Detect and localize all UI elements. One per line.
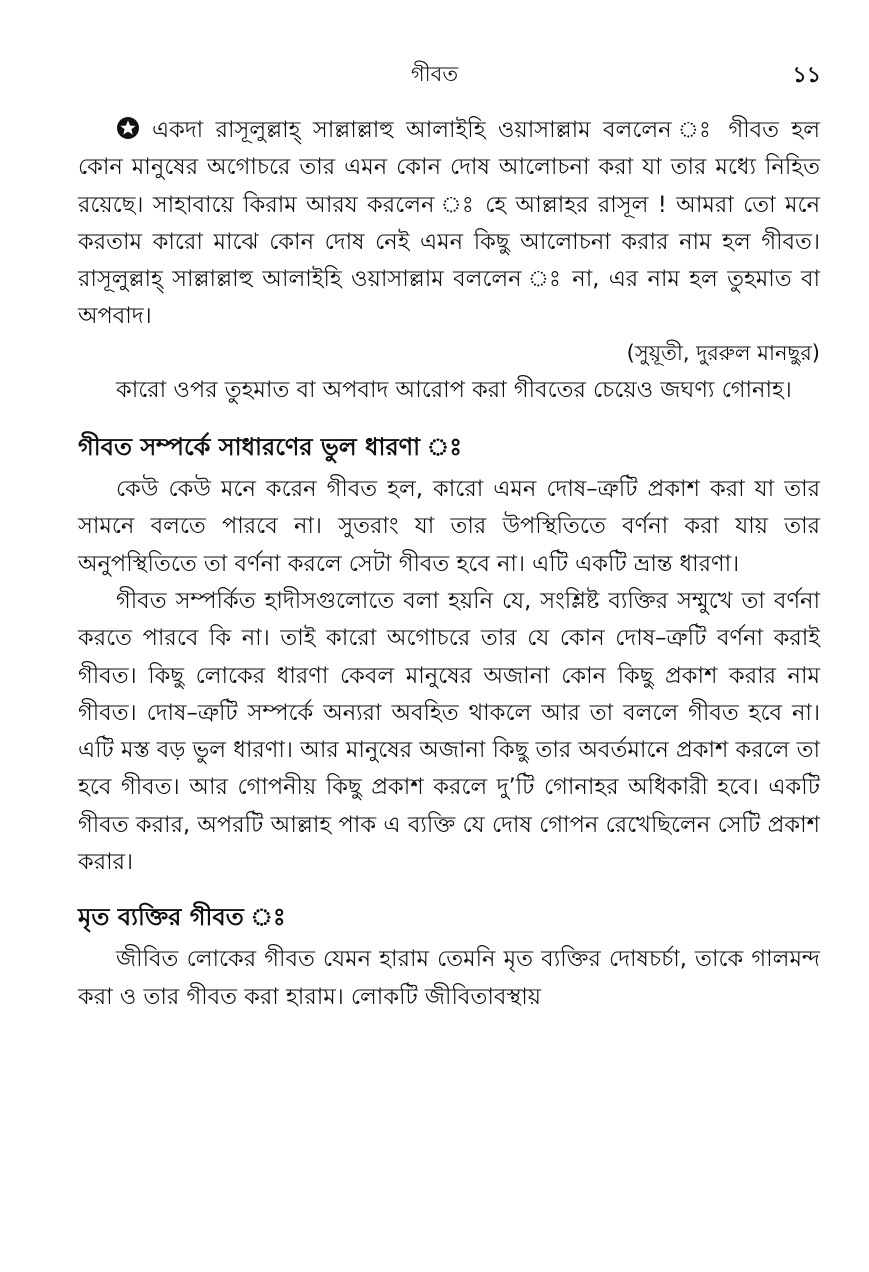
running-title: গীবত: [410, 62, 459, 86]
section-heading-misconception: গীবত সম্পর্কে সাধারণের ভুল ধারণা ঃ: [78, 433, 463, 462]
paragraph-misconception-1: কেউ কেউ মনে করেন গীবত হল, কারো এমন দোষ–ত্রুটি প্রকাশ করা যা তার সামনে বলতে পারবে না। সুতরাং যা তার উপস্থিতিতে বর্ণনা করা যায় তার অনুপস্থিতিতে তা বর্ণনা করলে সেটা গীবত হবে না। এটি একটি ভ্রান্ত ধারণা।: [78, 476, 820, 577]
citation: (সুয়ূতী, দুররুল মানছুর): [626, 340, 820, 365]
paragraph-hadith-text: একদা রাসূলুল্লাহ্‌ সাল্লাল্লাহু আলাইহি ওয়াসাল্লাম বললেন ঃ গীবত হল কোন মানুষের অগোচরে তার এমন কোন দোষ আলোচনা করা যা তার মধ্যে নিহিত রয়েছে। সাহাবায়ে কিরাম আরয করলেন ঃ হে আল্লাহর রাসূল ! আমরা তো মনে করতাম কারো মাঝে কোন দোষ নেই এমন কিছু আলোচনা করার নাম হল গীবত। রাসূলুল্লাহ্‌ সাল্লাল্লাহু আলাইহি ওয়াসাল্লাম বললেন ঃ না, এর নাম হল তুহমাত বা অপবাদ।: [78, 117, 820, 330]
paragraph-hadith: [78, 112, 820, 336]
page-header: [0, 58, 869, 92]
page-body: [78, 112, 820, 1016]
star-in-circle-icon: [116, 116, 140, 140]
section-heading-dead-person: মৃত ব্যক্তির গীবত ঃ: [78, 903, 286, 932]
paragraph-misconception-2: গীবত সম্পর্কিত হাদীসগুলোতে বলা হয়নি যে, সংশ্লিষ্ট ব্যক্তির সম্মুখে তা বর্ণনা করতে পারবে কি না। তাই কারো অগোচরে তার যে কোন দোষ–ত্রুটি বর্ণনা করাই গীবত। কিছু লোকের ধারণা কেবল মানুষের অজানা কোন কিছু প্রকাশ করার নাম গীবত। দোষ–ত্রুটি সম্পর্কে অন্যরা অবহিত থাকলে আর তা বললে গীবত হবে না। এটি মস্ত বড় ভুল ধারণা। আর মানুষের অজানা কিছু তার অবর্তমানে প্রকাশ করলে তা হবে গীবত। আর গোপনীয় কিছু প্রকাশ করলে দু’টি গোনাহর অধিকারী হবে। একটি গীবত করার, অপরটি আল্লাহ পাক এ ব্যক্তি যে দোষ গোপন রেখেছিলেন সেটি প্রকাশ করার।: [78, 587, 820, 876]
paragraph-tuhmat: কারো ওপর তুহমাত বা অপবাদ আরোপ করা গীবতের চেয়েও জঘণ্য গোনাহ।: [116, 376, 792, 403]
page-number: ১১: [792, 63, 821, 88]
paragraph-dead-person: জীবিত লোকের গীবত যেমন হারাম তেমনি মৃত ব্যক্তির দোষচর্চা, তাকে গালমন্দ করা ও তার গীবত করা হারাম। লোকটি জীবিতাবস্থায়: [78, 946, 820, 1010]
